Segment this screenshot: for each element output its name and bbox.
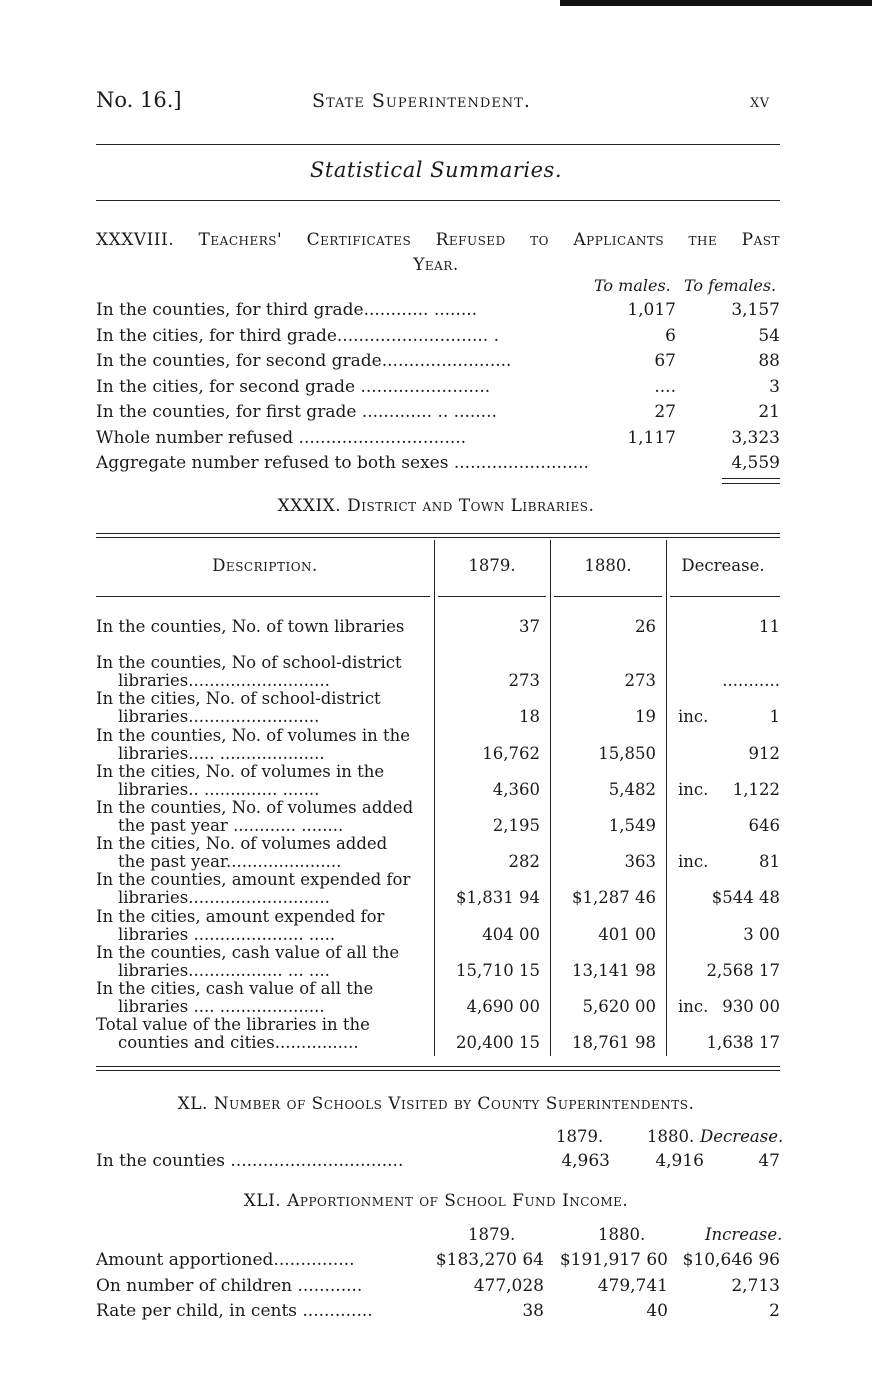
value-decrease: 1,122 bbox=[732, 779, 780, 799]
description-line-1: In the cities, No. of volumes added bbox=[96, 834, 388, 854]
s39-header-1879: 1879. bbox=[468, 556, 516, 575]
s41-header-increase: Increase. bbox=[705, 1225, 783, 1244]
description-line-2: libraries......................... bbox=[118, 707, 320, 727]
value-decrease: 646 bbox=[748, 816, 780, 835]
scan-edge-bar bbox=[560, 0, 872, 6]
table-row bbox=[96, 690, 780, 726]
s38-row-males: 1,117 bbox=[627, 427, 676, 448]
value-1880: 1,549 bbox=[608, 816, 656, 835]
s40-header-1879: 1879. bbox=[556, 1127, 604, 1146]
s39-header-rule-c bbox=[554, 596, 662, 597]
s41-row bbox=[96, 1274, 780, 1298]
increase-marker: inc. bbox=[678, 779, 709, 799]
description-line-1: In the counties, No of school-district bbox=[96, 653, 402, 673]
value-1879: 18 bbox=[519, 707, 540, 727]
value-1880: 13,141 98 bbox=[572, 960, 656, 980]
table-row bbox=[96, 944, 780, 980]
s38-row bbox=[96, 400, 780, 424]
s41-row-1879: 477,028 bbox=[473, 1275, 544, 1296]
value-1880: 363 bbox=[624, 852, 656, 872]
s39-top-rule bbox=[96, 533, 780, 538]
value-1879: 4,690 00 bbox=[466, 997, 540, 1016]
description-line-2: counties and cities................ bbox=[118, 1033, 359, 1053]
description-line-2: libraries ..................... ..... bbox=[118, 924, 336, 944]
s38-title-line1: XXXVIII. Teachers' Certificates Refused to Applicants the Past bbox=[96, 230, 780, 250]
s38-row-label: In the counties, for second grade........................ bbox=[96, 351, 512, 371]
page-header-title: State Superintendent. bbox=[312, 90, 531, 112]
table-row bbox=[96, 727, 780, 763]
value-decrease: $544 48 bbox=[711, 888, 780, 908]
s38-aggregate-row bbox=[96, 451, 780, 475]
s38-row bbox=[96, 375, 780, 399]
value-1880: 273 bbox=[624, 671, 656, 691]
row-description bbox=[96, 835, 432, 871]
s41-row bbox=[96, 1248, 780, 1272]
s38-row-females: 3,323 bbox=[731, 427, 780, 448]
s38-double-rule bbox=[722, 478, 780, 484]
increase-marker: inc. bbox=[678, 707, 709, 727]
value-decrease: 2,568 17 bbox=[706, 960, 780, 980]
row-description bbox=[96, 654, 432, 690]
s40-header-decrease: Decrease. bbox=[700, 1127, 784, 1146]
s38-row-males: 6 bbox=[665, 325, 676, 346]
s38-row-females: 54 bbox=[758, 325, 780, 346]
s41-header-1880: 1880. bbox=[598, 1225, 646, 1244]
value-1880: $1,287 46 bbox=[572, 888, 656, 908]
s41-row-label: Rate per child, in cents ............. bbox=[96, 1301, 373, 1321]
s38-row-females: 3 bbox=[769, 376, 780, 397]
s40-row bbox=[96, 1149, 780, 1173]
value-1880: 401 00 bbox=[598, 924, 656, 944]
value-decrease: 930 00 bbox=[722, 997, 780, 1016]
row-description bbox=[96, 727, 432, 763]
s38-row-males: 27 bbox=[654, 402, 676, 422]
s39-header-description: Description. bbox=[212, 556, 318, 575]
s38-aggregate-label: Aggregate number refused to both sexes ......................... bbox=[96, 453, 589, 473]
s41-row-label: On number of children ............ bbox=[96, 1275, 363, 1296]
s38-row bbox=[96, 349, 780, 373]
s38-row-males: .... bbox=[654, 376, 676, 397]
table-row bbox=[96, 908, 780, 944]
s38-row-label: In the cities, for second grade ........................ bbox=[96, 376, 491, 397]
table-row bbox=[96, 871, 780, 907]
s40-1880: 4,916 bbox=[655, 1151, 704, 1171]
description-line-2: libraries.. .............. ....... bbox=[118, 779, 320, 799]
s41-row-1879: 38 bbox=[522, 1301, 544, 1321]
value-1880: 5,620 00 bbox=[582, 997, 656, 1016]
description-line-2: libraries........................... bbox=[118, 671, 330, 691]
s39-header-rule-a bbox=[96, 596, 430, 597]
table-row bbox=[96, 1016, 780, 1052]
s38-row-label: Whole number refused ............................... bbox=[96, 427, 467, 448]
header-rule bbox=[96, 144, 780, 145]
value-decrease: 1 bbox=[769, 707, 780, 727]
description-line-1: In the counties, cash value of all the bbox=[96, 942, 400, 962]
value-1879: 282 bbox=[508, 852, 540, 872]
subtitle-rule bbox=[96, 200, 780, 201]
s41-row-increase: 2,713 bbox=[731, 1275, 780, 1296]
value-1880: 26 bbox=[635, 617, 656, 636]
description-line-1: In the cities, No. of volumes in the bbox=[96, 761, 385, 781]
row-description bbox=[96, 763, 432, 799]
value-1879: 2,195 bbox=[492, 816, 540, 835]
s38-row bbox=[96, 426, 780, 450]
s38-aggregate-value: 4,559 bbox=[731, 453, 780, 473]
s38-col-males: To males. bbox=[594, 276, 671, 295]
value-1880: 5,482 bbox=[608, 779, 656, 799]
s38-title-line2: Year. bbox=[413, 255, 459, 275]
s38-row bbox=[96, 298, 780, 322]
row-description bbox=[96, 799, 432, 835]
table-row bbox=[96, 654, 780, 690]
value-1879: $1,831 94 bbox=[456, 888, 540, 908]
s41-row-increase: 2 bbox=[769, 1301, 780, 1321]
description-line-1: In the cities, cash value of all the bbox=[96, 979, 374, 998]
row-description bbox=[96, 980, 432, 1016]
s40-1879: 4,963 bbox=[561, 1151, 610, 1171]
value-1879: 404 00 bbox=[482, 924, 540, 944]
s39-header-rule-b bbox=[438, 596, 546, 597]
description-line-1: Total value of the libraries in the bbox=[96, 1015, 370, 1035]
value-1879: 273 bbox=[508, 671, 540, 691]
value-1879: 4,360 bbox=[492, 779, 540, 799]
s38-col-females: To females. bbox=[684, 276, 777, 295]
s41-header-1879: 1879. bbox=[468, 1225, 516, 1244]
table-row bbox=[96, 799, 780, 835]
description-line-2: the past year...................... bbox=[118, 852, 342, 872]
row-description bbox=[96, 690, 432, 726]
s38-row-label: In the counties, for third grade............ ........ bbox=[96, 300, 478, 320]
value-1880: 19 bbox=[635, 707, 656, 727]
value-decrease: ........... bbox=[722, 671, 780, 691]
s40-decrease: 47 bbox=[758, 1151, 780, 1171]
row-description bbox=[96, 944, 432, 980]
table-row bbox=[96, 618, 780, 636]
value-decrease: 3 00 bbox=[743, 924, 780, 944]
table-row bbox=[96, 763, 780, 799]
s39-bottom-rule bbox=[96, 1066, 780, 1071]
value-decrease: 912 bbox=[748, 743, 780, 763]
s41-row bbox=[96, 1299, 780, 1323]
s39-header-decrease: Decrease. bbox=[681, 556, 765, 575]
page-number: xv bbox=[750, 90, 770, 112]
description-line-1: In the cities, amount expended for bbox=[96, 906, 385, 926]
description-line-1: In the counties, No. of volumes added bbox=[96, 798, 414, 817]
s38-row-label: In the cities, for third grade............................ . bbox=[96, 325, 500, 346]
value-1879: 20,400 15 bbox=[456, 1033, 540, 1053]
page-header-left: No. 16.] bbox=[96, 88, 182, 112]
row-description bbox=[96, 618, 432, 636]
description-line-2: libraries .... .................... bbox=[118, 997, 325, 1016]
row-description bbox=[96, 871, 432, 907]
s39-title: XXXIX. District and Town Libraries. bbox=[277, 496, 595, 516]
description-line-2: libraries........................... bbox=[118, 888, 330, 908]
s40-header-1880: 1880. bbox=[647, 1127, 695, 1146]
s40-label: In the counties ................................ bbox=[96, 1151, 404, 1171]
description-line-2: libraries..... .................... bbox=[118, 743, 325, 763]
increase-marker: inc. bbox=[678, 852, 709, 872]
value-1880: 18,761 98 bbox=[572, 1033, 656, 1053]
table-row bbox=[96, 835, 780, 871]
description-line-1: In the cities, No. of school-district bbox=[96, 689, 381, 709]
s38-row-males: 1,017 bbox=[627, 300, 676, 320]
s39-header-rule-d bbox=[670, 596, 780, 597]
value-1879: 37 bbox=[519, 617, 540, 636]
value-1880: 15,850 bbox=[598, 743, 656, 763]
increase-marker: inc. bbox=[678, 997, 709, 1016]
s41-row-1880: 40 bbox=[646, 1301, 668, 1321]
row-description bbox=[96, 908, 432, 944]
s38-row-label: In the counties, for first grade ............. .. ........ bbox=[96, 402, 497, 422]
description-line-1: In the counties, amount expended for bbox=[96, 870, 411, 890]
description-line-2: the past year ............ ........ bbox=[118, 816, 344, 835]
value-decrease: 81 bbox=[759, 852, 780, 872]
s38-row-males: 67 bbox=[654, 351, 676, 371]
description-line-1: In the counties, No. of volumes in the bbox=[96, 725, 411, 745]
table-row bbox=[96, 980, 780, 1016]
value-1879: 15,710 15 bbox=[456, 960, 540, 980]
description-line-2: libraries.................. ... .... bbox=[118, 960, 330, 980]
value-decrease: 11 bbox=[759, 617, 780, 636]
s41-title: XLI. Apportionment of School Fund Income. bbox=[243, 1191, 629, 1211]
subtitle: Statistical Summaries. bbox=[310, 158, 562, 182]
s40-title: XL. Number of Schools Visited by County Superintendents. bbox=[177, 1094, 695, 1114]
s38-row-females: 3,157 bbox=[731, 300, 780, 320]
description-line-1: In the counties, No. of town libraries bbox=[96, 617, 405, 636]
value-1879: 16,762 bbox=[482, 743, 540, 763]
s41-row-label: Amount apportioned............... bbox=[96, 1250, 355, 1270]
s41-row-1879: $183,270 64 bbox=[435, 1250, 544, 1270]
s41-row-1880: 479,741 bbox=[597, 1275, 668, 1296]
s38-row bbox=[96, 324, 780, 348]
value-decrease: 1,638 17 bbox=[706, 1033, 780, 1053]
s41-row-1880: $191,917 60 bbox=[559, 1250, 668, 1270]
s41-row-increase: $10,646 96 bbox=[682, 1250, 780, 1270]
row-description bbox=[96, 1016, 432, 1052]
s38-row-females: 88 bbox=[758, 351, 780, 371]
s39-header-1880: 1880. bbox=[584, 556, 632, 575]
s38-row-females: 21 bbox=[758, 402, 780, 422]
